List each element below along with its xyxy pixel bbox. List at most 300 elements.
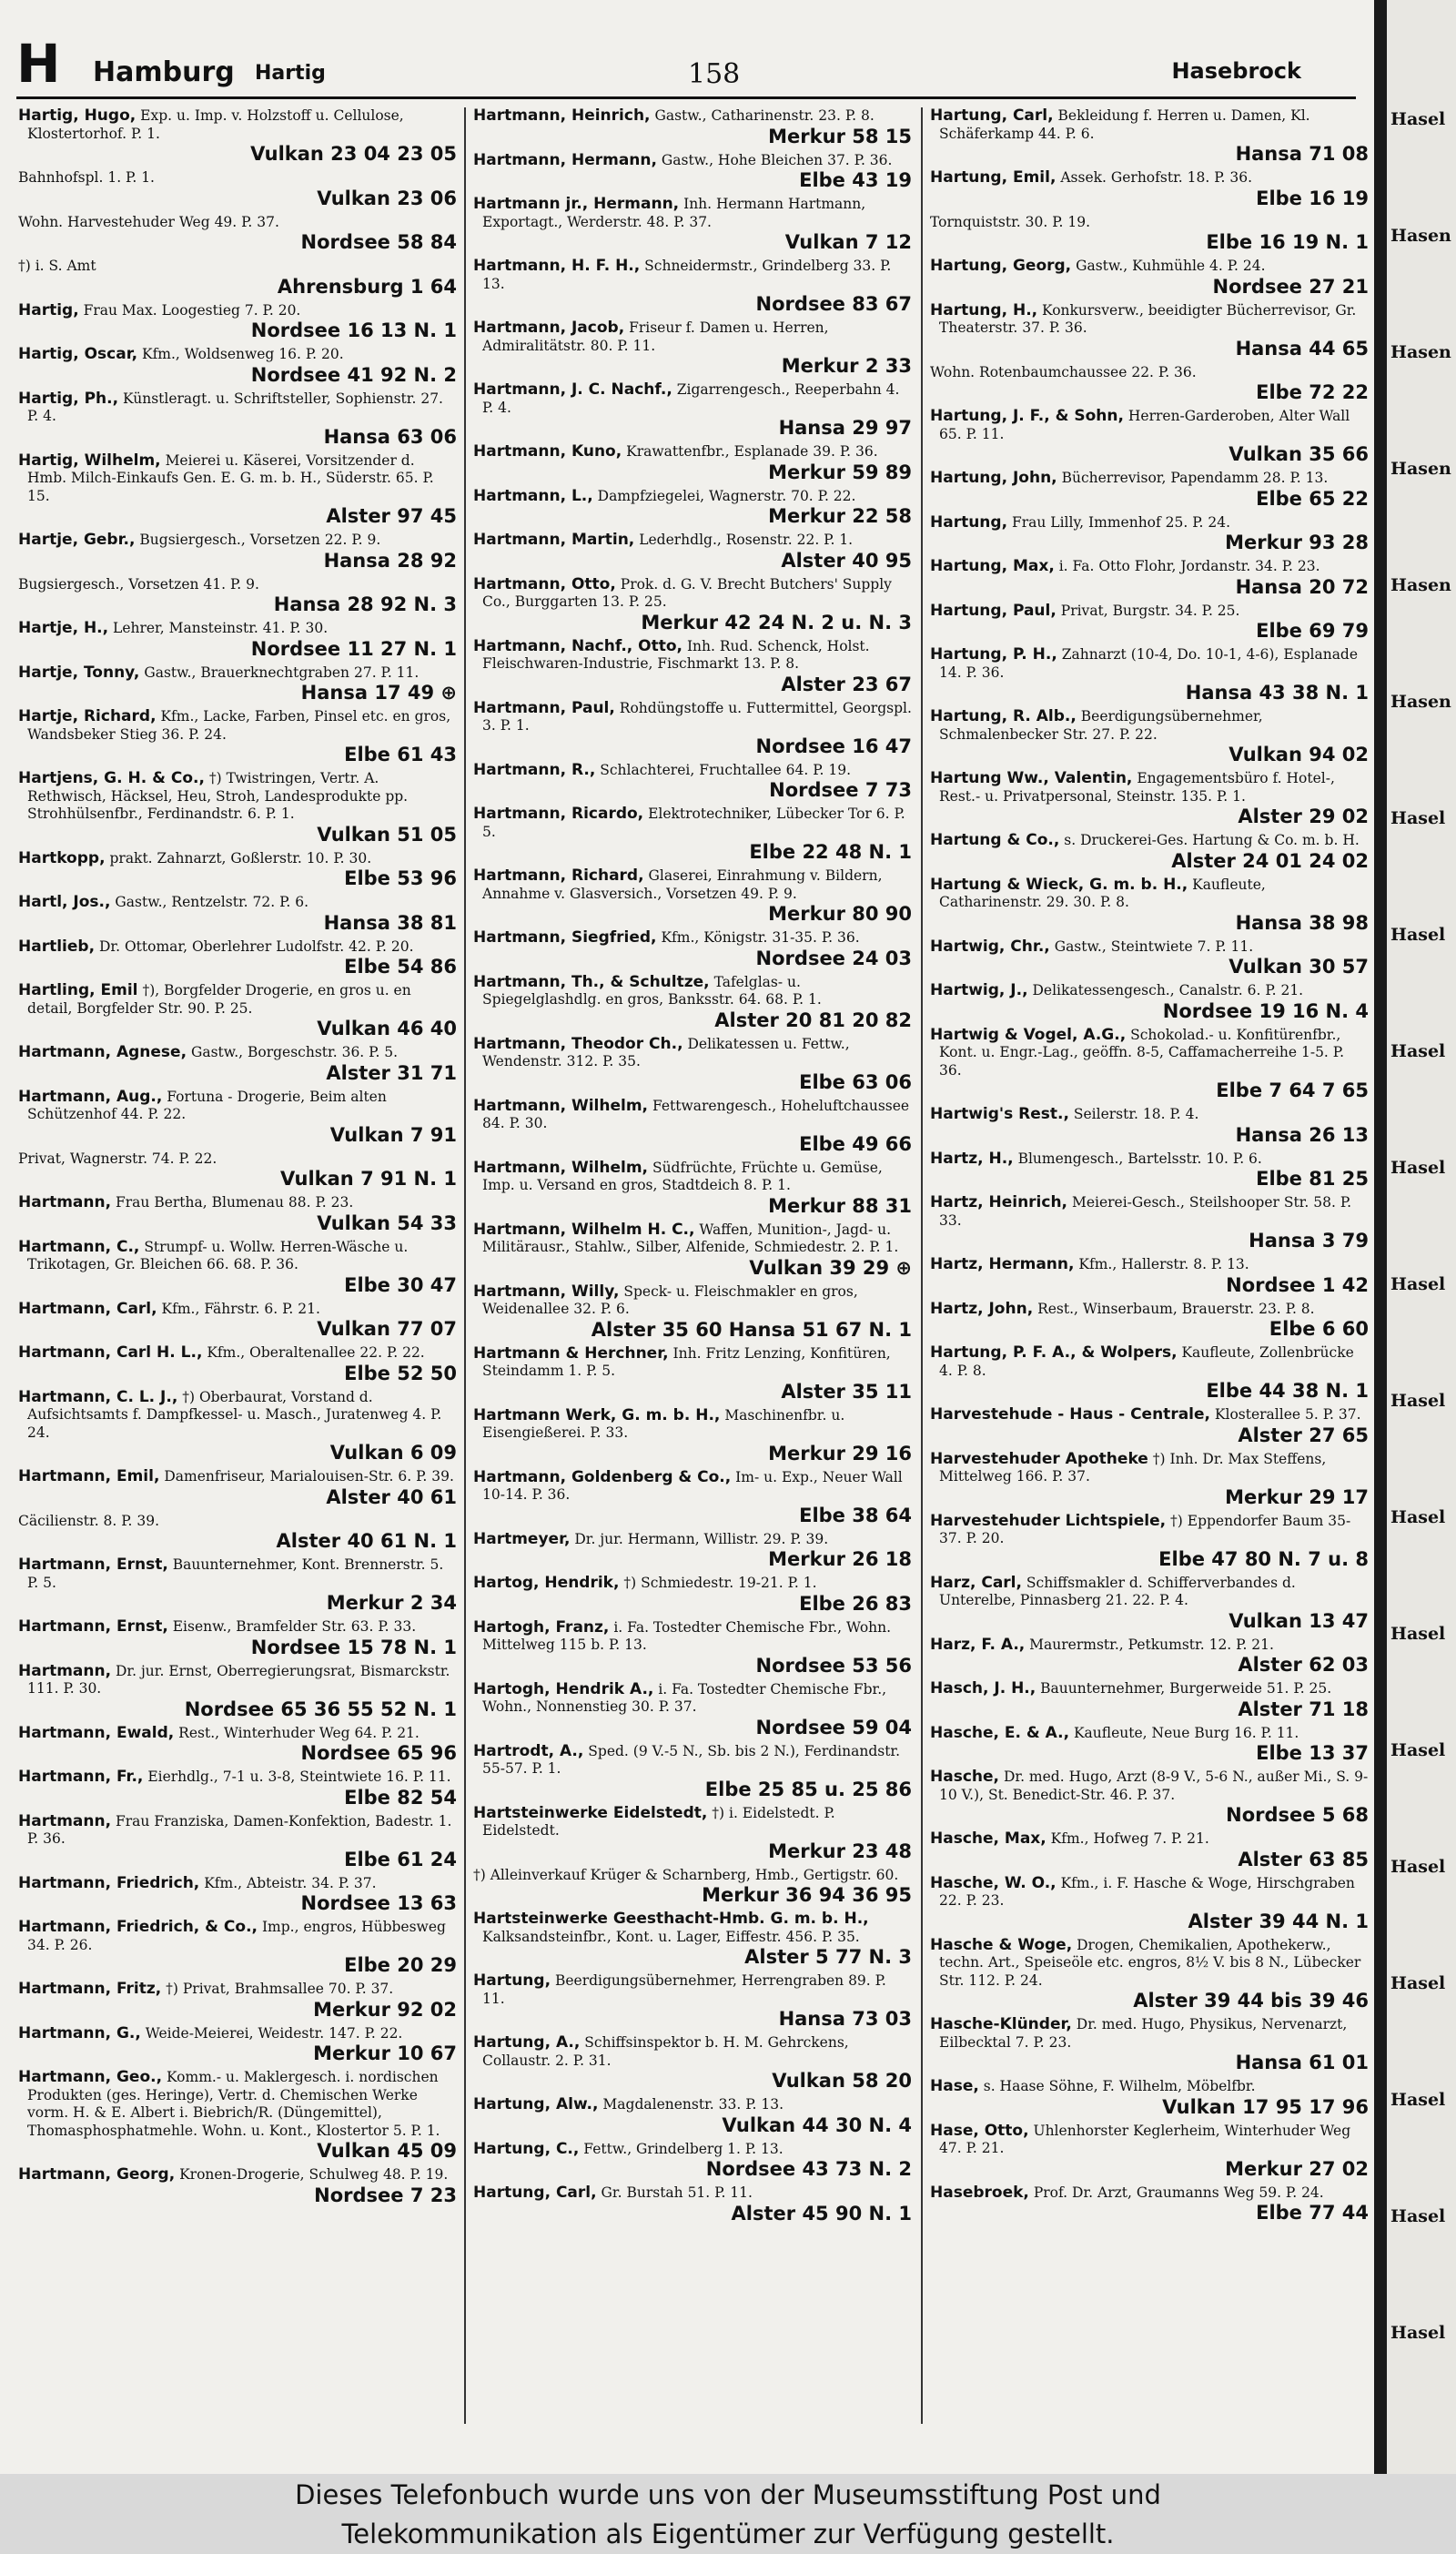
entry-details: Komm.- u. Maklergesch. i. nordischen Produkten (ges. Heringe), Vertr. d. Chemischen Werke vorm. H. & E. Albert i. Biebrich/R. (Düngemittel), Thomasphosphatmehle. Wohn. u. Kont., Klostertor 5. P. 1. [27,2069,440,2139]
entry-details: Gastw., Rentzelstr. 72. P. 6. [115,894,309,910]
directory-entry [18,1301,457,1342]
directory-entry [473,974,912,1032]
entry-details: Frau Lilly, Immenhof 25. P. 24. [1011,513,1231,531]
directory-entry [473,1743,912,1801]
entry-details: Meierei-Gesch., Steilshooper Str. 58. P. 33. [939,1194,1352,1229]
phone-number: Elbe 7 64 7 65 [1216,1079,1369,1101]
next-page-edge [1387,0,1456,2474]
directory-entry [473,1619,912,1677]
phone-number: Elbe 69 79 [1256,620,1369,642]
entry-details: Südfrüchte, Früchte u. Gemüse, Imp. u. Versand en gros, Stadtdeich 8. P. 1. [482,1159,883,1193]
next-page-fragment: Hasel [1390,1973,1446,1993]
footer-line-1: Dieses Telefonbuch wurde uns von der Museumsstiftung Post und [295,2479,1161,2510]
directory-entry [18,576,457,617]
entry-name: Hartmann, Theodor Ch., [473,1034,683,1053]
entry-name: Hartmann jr., Hermann, [473,195,680,213]
phone-number: Nordsee 7 73 [769,779,912,801]
column-3 [930,107,1369,2424]
entry-details: Gr. Burstah 51. P. 11. [601,2184,753,2201]
entry-name: Hartig, Oscar, [18,345,138,363]
entry-name: Hartung, Alw., [473,2095,599,2113]
directory-entry [473,1469,912,1527]
phone-number: Vulkan 54 33 [317,1211,457,1234]
phone-number: Nordsee 27 21 [1212,275,1369,298]
entry-details: Tafelglas- u. Spiegelglashdlg. en gros, Banksstr. 64. 68. P. 1. [482,973,822,1008]
phone-number: Merkur 93 28 [1225,532,1369,553]
entry-name: Hartung, [930,512,1008,532]
entry-details: Eisenw., Bramfelder Str. 63. P. 33. [172,1618,417,1635]
directory-entry [473,1972,912,2031]
entry-details: Kfm., Hofweg 7. P. 21. [1050,1830,1209,1847]
entry-name: Hartmann, Richard, [473,867,644,885]
phone-number: Merkur 36 94 36 95 [702,1884,912,1906]
entry-name: Hartmann, G., [18,2023,141,2042]
entry-name: Hartmann, Siegfried, [473,928,657,947]
entry-name: Hartmann, Friedrich, & Co., [18,1918,258,1936]
directory-entry [18,1875,457,1916]
entry-details: i. Fa. Tostedter Chemische Fbr., Wohn. Mittelweg 115 b. P. 13. [482,1618,892,1653]
next-page-fragment: Hasel [1390,2090,1446,2110]
next-page-fragment: Hasel [1390,109,1446,129]
entry-name: Hartung, [473,1971,551,1990]
directory-entry [18,1663,457,1721]
entry-details: Im- u. Exp., Neuer Wall 10-14. P. 36. [482,1468,903,1503]
directory-entry [18,1089,457,1147]
entry-details: Sped. (9 V.-5 N., Sb. bis 2 N.), Ferdinandstr. 55-57. P. 1. [482,1742,901,1777]
next-page-fragment: Hasel [1390,1740,1446,1760]
directory-entry [18,1725,457,1766]
directory-entry [930,214,1369,255]
directory-entry [930,982,1369,1023]
directory-entry [930,1937,1369,2013]
entry-details: †) i. Eidelstedt. P. Eidelstedt. [482,1804,835,1839]
phone-number: Elbe 44 38 N. 1 [1206,1380,1369,1402]
phone-number: Hansa 71 08 [1235,143,1369,165]
entry-name: Hartje, Tonny, [18,663,140,682]
directory-entry [930,1769,1369,1827]
entry-name: Hartwig & Vogel, A.G., [930,1025,1127,1044]
phone-number: Elbe 6 60 [1269,1318,1369,1340]
entry-details: Dr. med. Hugo, Arzt (8-9 V., 5-6 N., außer Mi., S. 9-10 V.), St. Benedict-Str. 46. P. 37. [939,1769,1369,1803]
entry-details: Privat, Wagnerstr. 74. P. 22. [18,1150,217,1167]
entry-name: Hartmann, Heinrich, [473,107,651,125]
entry-details: Beerdigungsübernehmer, Schmalenbecker Str. 27. P. 22. [939,708,1263,743]
entry-name: Hartung, Carl, [473,2184,597,2202]
entry-name: Hartjens, G. H. & Co., [18,769,205,787]
phone-number: Nordsee 59 04 [755,1716,912,1738]
phone-number: Vulkan 46 40 [317,1018,457,1039]
directory-entry [473,1867,912,1908]
header-rule [16,96,1356,99]
entry-details: Prok. d. G. V. Brecht Butchers' Supply Co., Burggarten 13. P. 25. [482,575,892,610]
entry-name: Hartmann & Herchner, [473,1343,669,1363]
entry-name: Hartmann, Wilhelm, [473,1096,649,1115]
entry-details: Kaufleute, Neue Burg 16. P. 11. [1073,1724,1299,1741]
directory-entry [473,929,912,970]
entry-details: prakt. Zahnarzt, Goßlerstr. 10. P. 30. [109,849,372,867]
directory-entry [18,1813,457,1871]
phone-number: Nordsee 13 63 [300,1892,457,1914]
entry-name: Hartje, Gebr., [18,531,136,549]
entry-details: Zigarrengesch., Reeperbahn 4. P. 4. [482,381,900,416]
directory-entry [473,2034,912,2093]
directory-entry [18,1389,457,1465]
entry-name: Hartung, H., [930,300,1038,319]
entry-name: Hartwig's Rest., [930,1105,1069,1123]
phone-number: Alster 29 02 [1238,806,1369,827]
entry-name: Hartmann, Kuno, [473,442,622,461]
entry-name: Hase, [930,2077,979,2095]
entry-name: Hartmann, C., [18,1237,140,1256]
entry-name: Hartmann, Carl, [18,1299,157,1318]
entry-name: Hartmann, Ricardo, [473,805,644,823]
phone-number: Vulkan 23 04 23 05 [250,143,457,165]
phone-number: Merkur 92 02 [313,1998,457,2021]
directory-entry [930,603,1369,644]
entry-name: Hartung, Emil, [930,168,1057,187]
entry-name: Hartung, R. Alb., [930,707,1077,725]
directory-entry [18,2025,457,2066]
entry-details: Bücherrevisor, Papendamm 28. P. 13. [1061,470,1329,486]
phone-number: Elbe 43 19 [799,169,912,191]
phone-number: Nordsee 1 42 [1226,1273,1369,1296]
phone-number: Alster 63 85 [1238,1848,1369,1870]
phone-number: Alster 27 65 [1238,1424,1369,1446]
directory-entry [473,1036,912,1094]
next-page-fragment: Hasel [1390,1274,1446,1294]
directory-entry [473,2096,912,2137]
phone-number: Alster 40 61 N. 1 [276,1530,457,1552]
directory-entry [930,2123,1369,2181]
directory-entry [18,1344,457,1385]
phone-number: Elbe 16 19 N. 1 [1206,231,1369,253]
entry-name: Hasche, W. O., [930,1873,1057,1892]
entry-details: †) Twistringen, Vertr. A. Rethwisch, Häcksel, Heu, Stroh, Landesprodukte pp. Strohhülsenfbr., Ferdinandstr. 6. P. 1. [27,770,409,822]
phone-number: Hansa 38 81 [323,911,457,934]
phone-number: Alster 40 95 [781,549,912,572]
entry-name: Hasche & Woge, [930,1935,1073,1954]
phone-number: Elbe 26 83 [799,1592,912,1615]
entry-details: Prof. Dr. Arzt, Graumanns Weg 59. P. 24. [1033,2184,1324,2201]
entry-name: Hartz, H., [930,1149,1014,1168]
directory-entry [930,708,1369,766]
phone-number: Elbe 20 29 [344,1954,457,1976]
directory-entry [473,1681,912,1739]
entry-name: Hartmann, Ernst, [18,1556,168,1574]
directory-entry [930,2016,1369,2074]
footer-line-2: Telekommunikation als Eigentümer zur Verfügung gestellt. [341,2519,1115,2549]
phone-number: Vulkan 6 09 [329,1442,457,1464]
phone-number: Vulkan 13 47 [1228,1609,1369,1632]
directory-entry [18,850,457,891]
directory-entry [930,1680,1369,1721]
directory-entry [18,770,457,846]
entry-details: Lederhdlg., Rosenstr. 22. P. 1. [639,532,854,548]
entry-details: Maschinenfbr. u. Eisengießerei. P. 33. [482,1406,845,1441]
directory-entry [473,762,912,803]
phone-number: Nordsee 65 96 [300,1742,457,1764]
entry-name: Hartmann Werk, G. m. b. H., [473,1405,721,1424]
phone-number: Merkur 58 15 [768,125,912,147]
entry-details: Gastw., Kuhmühle 4. P. 24. [1076,258,1266,274]
entry-details: Dr. jur. Ernst, Oberregierungsrat, Bismarckstr. 111. P. 30. [27,1662,450,1697]
phone-number: Nordsee 5 68 [1226,1804,1369,1826]
entry-name: Hartmann, [18,1193,112,1211]
directory-entry [18,452,457,529]
entry-details: Fettwarengesch., Hoheluftchaussee 84. P. 30. [482,1097,910,1131]
entry-details: Strumpf- u. Wollw. Herren-Wäsche u. Trikotagen, Gr. Bleichen 66. 68. P. 36. [27,1238,409,1272]
entry-name: Hartmann, Emil, [18,1467,160,1485]
entry-details: Seilerstr. 18. P. 4. [1073,1106,1199,1122]
phone-number: Vulkan 17 95 17 96 [1162,2095,1369,2118]
directory-entry [18,107,457,166]
entry-name: Hartlieb, [18,937,96,956]
phone-number: Alster 97 45 [326,505,457,527]
next-page-fragment: Hasen [1390,575,1451,595]
entry-name: Hartwig, J., [930,981,1028,999]
entry-details: Damenfriseur, Marialouisen-Str. 6. P. 39. [164,1468,454,1485]
entry-name: Hartmann, Paul, [473,698,615,717]
directory-entry [930,1406,1369,1447]
entry-details: Rohdüngstoffe u. Futtermittel, Georgspl. 3. P. 1. [482,699,912,734]
entry-details: Herren-Garderoben, Alter Wall 65. P. 11. [939,408,1350,442]
phone-number: Merkur 10 67 [313,2042,457,2064]
directory-entry [18,894,457,935]
entry-name: Hasch, J. H., [930,1679,1036,1698]
entry-details: Kronen-Drogerie, Schulweg 48. P. 19. [179,2166,449,2183]
entry-details: Assek. Gerhofstr. 18. P. 36. [1060,169,1252,186]
directory-entry [930,558,1369,599]
entry-details: †) Oberbaurat, Vorstand d. Aufsichtsamts f. Dampfkessel- u. Masch., Juratenweg 4. P. 24. [27,1388,442,1441]
directory-entry [930,1256,1369,1297]
phone-number: Vulkan 30 57 [1228,956,1369,978]
entry-details: Waffen, Munition-, Jagd- u. Militärausr., Stahlw., Silber, Alfenide, Schmiedestr. 2. P. 1. [482,1221,899,1255]
entry-details: Inh. Hermann Hartmann, Exportagt., Werderstr. 48. P. 37. [482,196,866,230]
directory-entry [930,1575,1369,1633]
entry-details: Delikatessengesch., Canalstr. 6. P. 21. [1032,982,1304,998]
phone-number: Hansa 26 13 [1235,1123,1369,1146]
phone-number: Vulkan 23 06 [317,187,457,209]
directory-entry [18,938,457,979]
directory-entry [18,1468,457,1509]
phone-number: Vulkan 44 30 N. 4 [722,2113,912,2136]
entry-name: Hartmann, Ernst, [18,1617,168,1636]
entry-name: Hartmann, Friedrich, [18,1873,200,1892]
entry-details: Fortuna - Drogerie, Beim alten Schützenhof 44. P. 22. [27,1088,387,1122]
phone-number: Elbe 16 19 [1256,187,1369,209]
directory-entry [18,169,457,210]
entry-details: Frau Bertha, Blumenau 88. P. 23. [116,1194,354,1211]
entry-details: †) i. S. Amt [18,258,96,274]
directory-entry [473,1098,912,1156]
phone-number: Merkur 42 24 N. 2 u. N. 3 [641,611,912,633]
entry-details: Kfm., Lacke, Farben, Pinsel etc. en gros, Wandsbeker Stieg 36. P. 24. [27,708,451,743]
directory-entry [473,638,912,696]
directory-entry [18,1150,457,1191]
entry-details: Inh. Rud. Schenck, Holst. Fleischwaren-Industrie, Fischmarkt 13. P. 8. [482,637,870,672]
directory-entry [18,1769,457,1809]
directory-entry [930,1637,1369,1677]
next-page-fragment: Hasen [1390,459,1451,479]
directory-entry [930,470,1369,511]
phone-number: Elbe 25 85 u. 25 86 [704,1778,912,1800]
next-page-fragment: Hasel [1390,808,1446,828]
entry-name: Hartz, Hermann, [930,1255,1075,1273]
directory-entry [473,2184,912,2225]
page-gutter [1374,0,1387,2474]
directory-entry [473,1910,912,1969]
entry-details: Frau Max. Loogestieg 7. P. 20. [83,301,301,319]
entry-details: Bauunternehmer, Burgerweide 51. P. 25. [1040,1680,1332,1697]
entry-name: Hartung & Wieck, G. m. b. H., [930,875,1188,894]
entry-details: Bahnhofspl. 1. P. 1. [18,169,155,186]
entry-name: Hartig, Hugo, [18,107,136,125]
next-page-fragment: Hasel [1390,2323,1446,2343]
entry-name: Hasche, E. & A., [930,1723,1070,1742]
entry-details: Fettw., Grindelberg 1. P. 13. [583,2140,784,2157]
entry-name: Hartmann, L., [473,486,593,505]
directory-entry [473,1283,912,1342]
entry-name: Hartmann, Otto, [473,574,616,593]
entry-details: Bugsiergesch., Vorsetzen 22. P. 9. [139,532,381,548]
phone-number: Elbe 38 64 [799,1504,912,1526]
column-divider [464,107,466,2424]
phone-number: Elbe 81 25 [1256,1168,1369,1190]
entry-name: Hartig, Ph., [18,389,119,408]
directory-entry [473,443,912,484]
entry-details: Elektrotechniker, Lübecker Tor 6. P. 5. [482,806,905,840]
entry-name: Hartung, A., [473,2033,581,2052]
phone-number: Merkur 88 31 [768,1194,912,1217]
entry-name: Hartmann, Geo., [18,2068,163,2086]
directory-entry [18,664,457,705]
entry-details: Kfm., i. F. Hasche & Woge, Hirschgraben 22. P. 23. [939,1874,1355,1909]
entry-details: †) Eppendorfer Baum 35-37. P. 20. [939,1512,1351,1546]
phone-number: Elbe 30 47 [344,1273,457,1296]
directory-entry [930,877,1369,935]
phone-number: Merkur 59 89 [768,461,912,483]
entry-details: Kfm., Hallerstr. 8. P. 13. [1078,1256,1249,1272]
entry-name: Hartung, Carl, [930,107,1054,125]
directory-entry [930,2184,1369,2225]
phone-number: Merkur 2 34 [326,1592,457,1614]
directory-entry [473,576,912,634]
directory-entry [473,196,912,254]
directory-entry [18,2166,457,2207]
entry-name: Hartmann, Fritz, [18,1980,162,1998]
page-header [16,33,1356,95]
entry-name: Hartung, P. F. A., & Wolpers, [930,1343,1178,1362]
entry-name: Hartmann, Aug., [18,1087,163,1106]
directory-entry [473,532,912,573]
phone-number: Nordsee 7 23 [314,2184,457,2206]
entry-details: Bekleidung f. Herren u. Damen, Kl. Schäferkamp 44. P. 6. [939,107,1310,142]
phone-number: Merkur 26 18 [768,1548,912,1570]
entry-details: Drogen, Chemikalien, Apothekerw., techn. Art., Speiseöle etc. engros, 8½ V. bis 8 N., Lübecker Str. 112. P. 24. [939,1936,1361,1989]
entry-name: Hartmann, Willy, [473,1282,620,1301]
directory-entry [18,1981,457,2022]
directory-entry [473,1805,912,1863]
entry-details: Schneidermstr., Grindelberg 33. P. 13. [482,258,892,292]
entry-name: Hartmann, Wilhelm, [473,1158,649,1177]
phone-number: Merkur 22 58 [768,505,912,527]
phone-number: Elbe 61 43 [344,744,457,765]
directory-entry [473,2141,912,2182]
entry-details: Gastw., Brauerknechtgraben 27. P. 11. [144,664,420,681]
entry-name: Hartogh, Hendrik A., [473,1679,654,1698]
directory-entry [473,1345,912,1404]
phone-number: Vulkan 7 91 N. 1 [280,1168,457,1190]
phone-number: Hansa 63 06 [323,425,457,448]
directory-entry [930,1344,1369,1403]
phone-number: Vulkan 39 29 ⊕ [749,1256,912,1279]
phone-number: Hansa 28 92 N. 3 [273,593,457,615]
phone-number: Hansa 20 72 [1235,575,1369,598]
entry-name: Hartmann, [18,1811,112,1830]
entry-details: †) Schmiedestr. 19-21. P. 1. [623,1575,817,1591]
directory-entry [18,708,457,766]
directory-entry [930,646,1369,704]
phone-number: Nordsee 24 03 [755,947,912,969]
entry-details: Beerdigungsübernehmer, Herrengraben 89. P. 11. [482,1972,886,2007]
entry-name: Hartung, Paul, [930,601,1057,620]
phone-number: Vulkan 45 09 [317,2140,457,2162]
phone-number: Merkur 27 02 [1225,2157,1369,2180]
entry-details: Bauunternehmer, Kont. Brennerstr. 5. P. 5. [27,1556,444,1591]
entry-name: Hartung, C., [473,2139,580,2158]
entry-name: Hartje, H., [18,619,109,637]
entry-name: Hartmeyer, [473,1529,571,1548]
entry-details: †) Privat, Brahmsallee 70. P. 37. [166,1981,394,1997]
phone-number: Nordsee 11 27 N. 1 [250,637,457,660]
phone-number: Merkur 29 16 [768,1442,912,1464]
entry-details: Rest., Winserbaum, Brauerstr. 23. P. 8. [1037,1300,1315,1317]
column-2 [473,107,912,2424]
directory-entry [473,107,912,148]
entry-name: Hartmann, [18,1661,112,1680]
entry-details: Dr. jur. Hermann, Willistr. 29. P. 39. [574,1530,829,1547]
entry-details: i. Fa. Tostedter Chemische Fbr., Wohn., Nonnenstieg 30. P. 37. [482,1680,887,1715]
entry-details: Engagementsbüro f. Hotel-, Rest.- u. Privatpersonal, Steinstr. 135. P. 1. [939,770,1335,805]
header-last-entry: Hasebrock [1171,58,1301,84]
entry-details: Imp., engros, Hübbesweg 34. P. 26. [27,1919,446,1953]
entry-details: Inh. Fritz Lenzing, Konfitüren, Steindamm 1. P. 5. [482,1344,891,1379]
entry-name: Hartz, Heinrich, [930,1193,1068,1211]
directory-entry [930,1301,1369,1342]
directory-entry [473,258,912,316]
entry-name: Hasche, [930,1768,999,1786]
directory-entry [18,1194,457,1235]
entry-details: Dr. Ottomar, Oberlehrer Ludolfstr. 42. P. 20. [98,937,414,955]
entry-name: Hartmann, R., [473,760,596,779]
entry-details: Glaserei, Einrahmung v. Bildern, Annahme v. Glasversich., Vorsetzen 49. P. 9. [482,867,883,902]
directory-entry [930,364,1369,405]
entry-name: Hartmann, Goldenberg & Co., [473,1467,732,1486]
next-page-fragment: Hasel [1390,1158,1446,1178]
directory-entry [473,381,912,440]
entry-details: Kfm., Königstr. 31-35. P. 36. [661,929,860,946]
entry-details: s. Haase Söhne, F. Wilhelm, Möbelfbr. [983,2078,1256,2094]
phone-number: Elbe 13 37 [1256,1742,1369,1764]
footer-notice [0,2474,1456,2554]
directory-entry [930,302,1369,360]
directory-entry [18,1044,457,1085]
phone-number: Elbe 49 66 [799,1132,912,1155]
phone-number: Alster 40 61 [326,1485,457,1508]
entry-name: Hartig, Wilhelm, [18,451,161,470]
header-letter: H [16,33,61,95]
directory-entry [930,2078,1369,2119]
